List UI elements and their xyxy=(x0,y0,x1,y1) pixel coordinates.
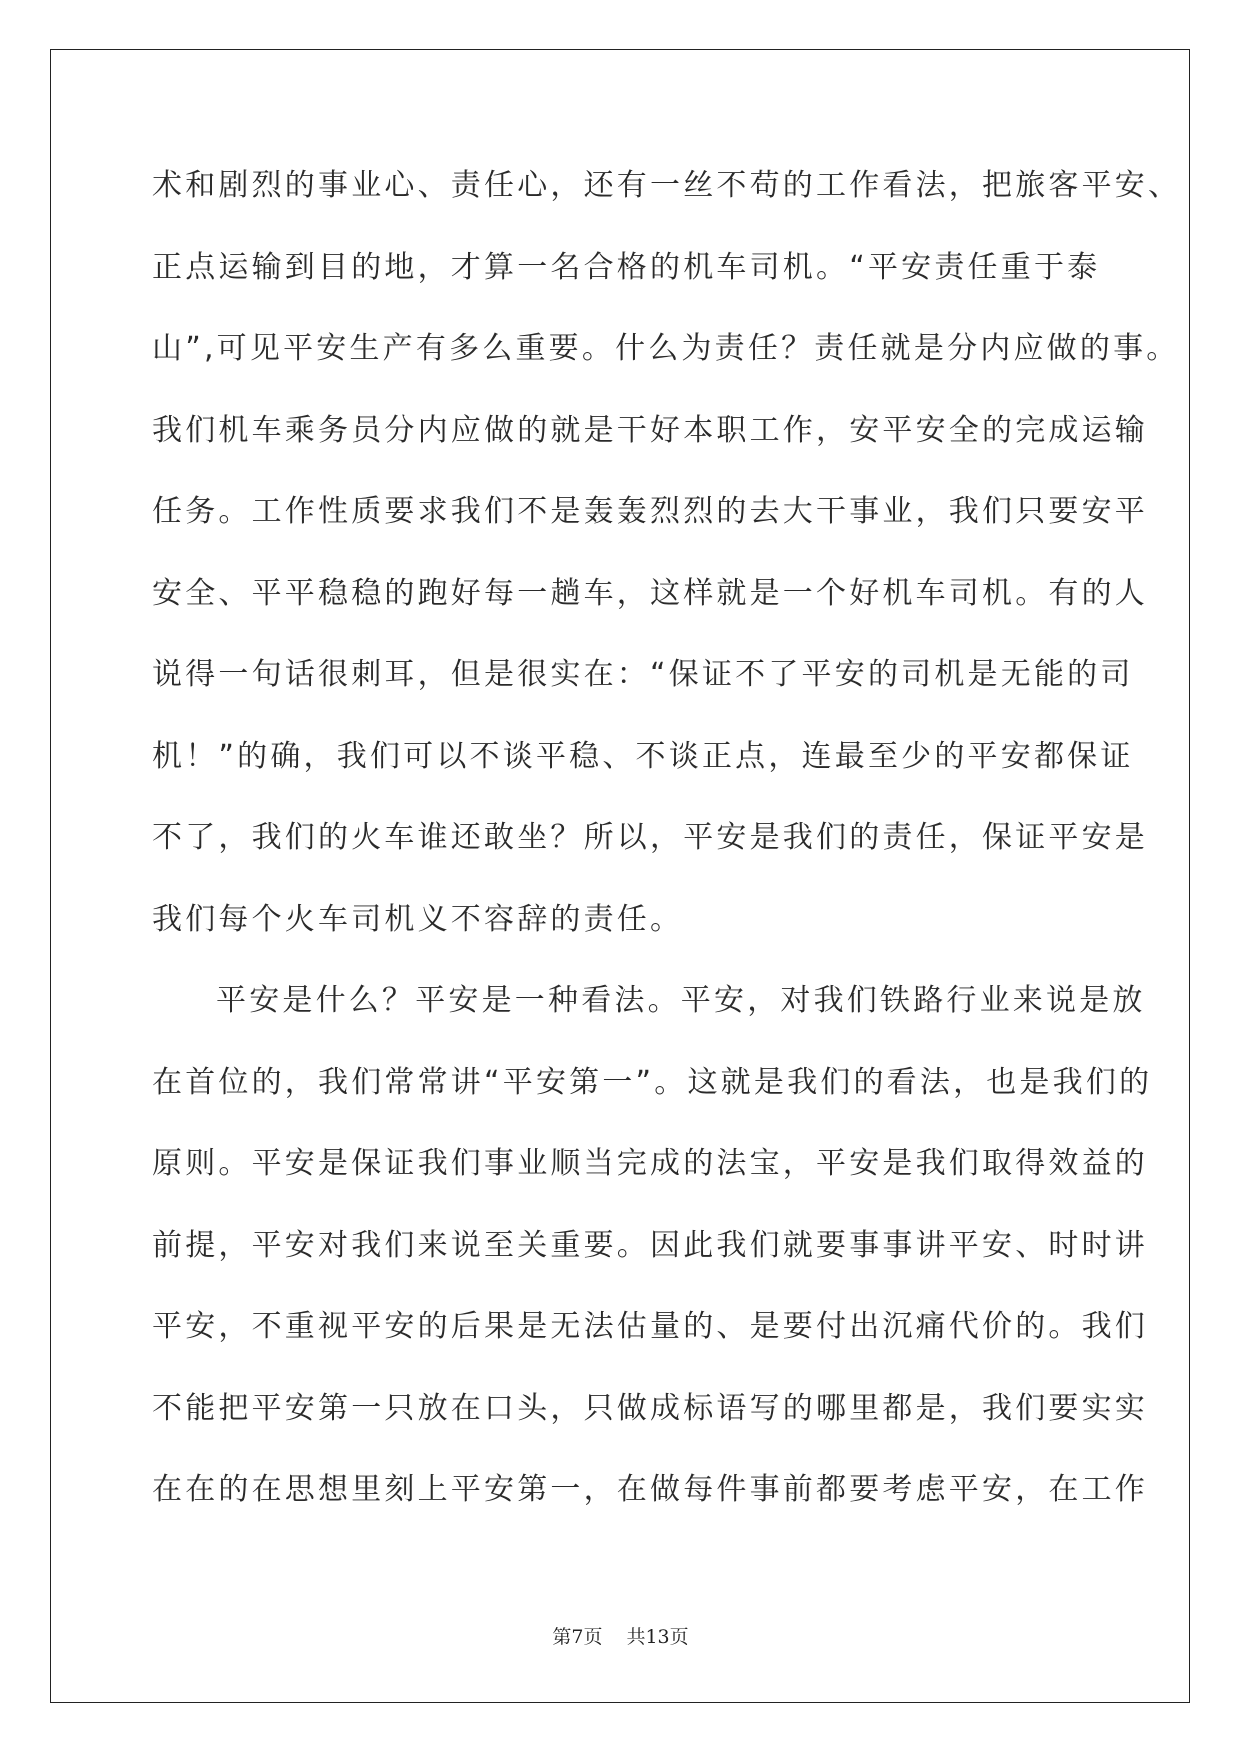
text-line: 不能把平安第一只放在口头，只做成标语写的哪里都是，我们要实实 xyxy=(152,1390,1148,1426)
text-line: 我们每个火车司机义不容辞的责任。 xyxy=(152,901,684,937)
text-line: 安全、平平稳稳的跑好每一趟车，这样就是一个好机车司机。有的人 xyxy=(152,575,1148,611)
page-number-current: 第7页 xyxy=(552,1626,603,1648)
text-line: 说得一句话很刺耳，但是很实在：“保证不了平安的司机是无能的司 xyxy=(152,657,1134,692)
text-line: 在在的在思想里刻上平安第一，在做每件事前都要考虑平安，在工作 xyxy=(152,1472,1148,1507)
text-line: 正点运输到目的地，才算一名合格的机车司机。“平安责任重于泰 xyxy=(152,249,1101,285)
text-line: 在首位的，我们常常讲“平安第一”。这就是我们的看法，也是我们的 xyxy=(152,1064,1153,1100)
text-line: 术和剧烈的事业心、责任心，还有一丝不苟的工作看法，把旅客平安、 xyxy=(152,168,1182,203)
text-line: 我们机车乘务员分内应做的就是干好本职工作，安平安全的完成运输 xyxy=(152,412,1148,448)
text-line: 前提，平安对我们来说至关重要。因此我们就要事事讲平安、时时讲 xyxy=(152,1227,1148,1263)
text-line: 任务。工作性质要求我们不是轰轰烈烈的去大干事业，我们只要安平 xyxy=(152,494,1148,529)
page-number-total: 共13页 xyxy=(626,1626,689,1648)
text-line: 平安，不重视平安的后果是无法估量的、是要付出沉痛代价的。我们 xyxy=(152,1309,1148,1344)
text-line: 山”,可见平安生产有多么重要。什么为责任？责任就是分内应做的事。 xyxy=(152,331,1180,366)
text-line: 机！”的确，我们可以不谈平稳、不谈正点，连最至少的平安都保证 xyxy=(152,738,1134,774)
text-line: 不了，我们的火车谁还敢坐？所以，平安是我们的责任，保证平安是 xyxy=(152,820,1148,855)
document-body xyxy=(152,153,1182,1539)
paragraph-start-line: 平安是什么？平安是一种看法。平安，对我们铁路行业来说是放 xyxy=(216,983,1146,1018)
page-footer xyxy=(0,1622,1241,1649)
text-line: 原则。平安是保证我们事业顺当完成的法宝，平安是我们取得效益的 xyxy=(152,1146,1148,1181)
